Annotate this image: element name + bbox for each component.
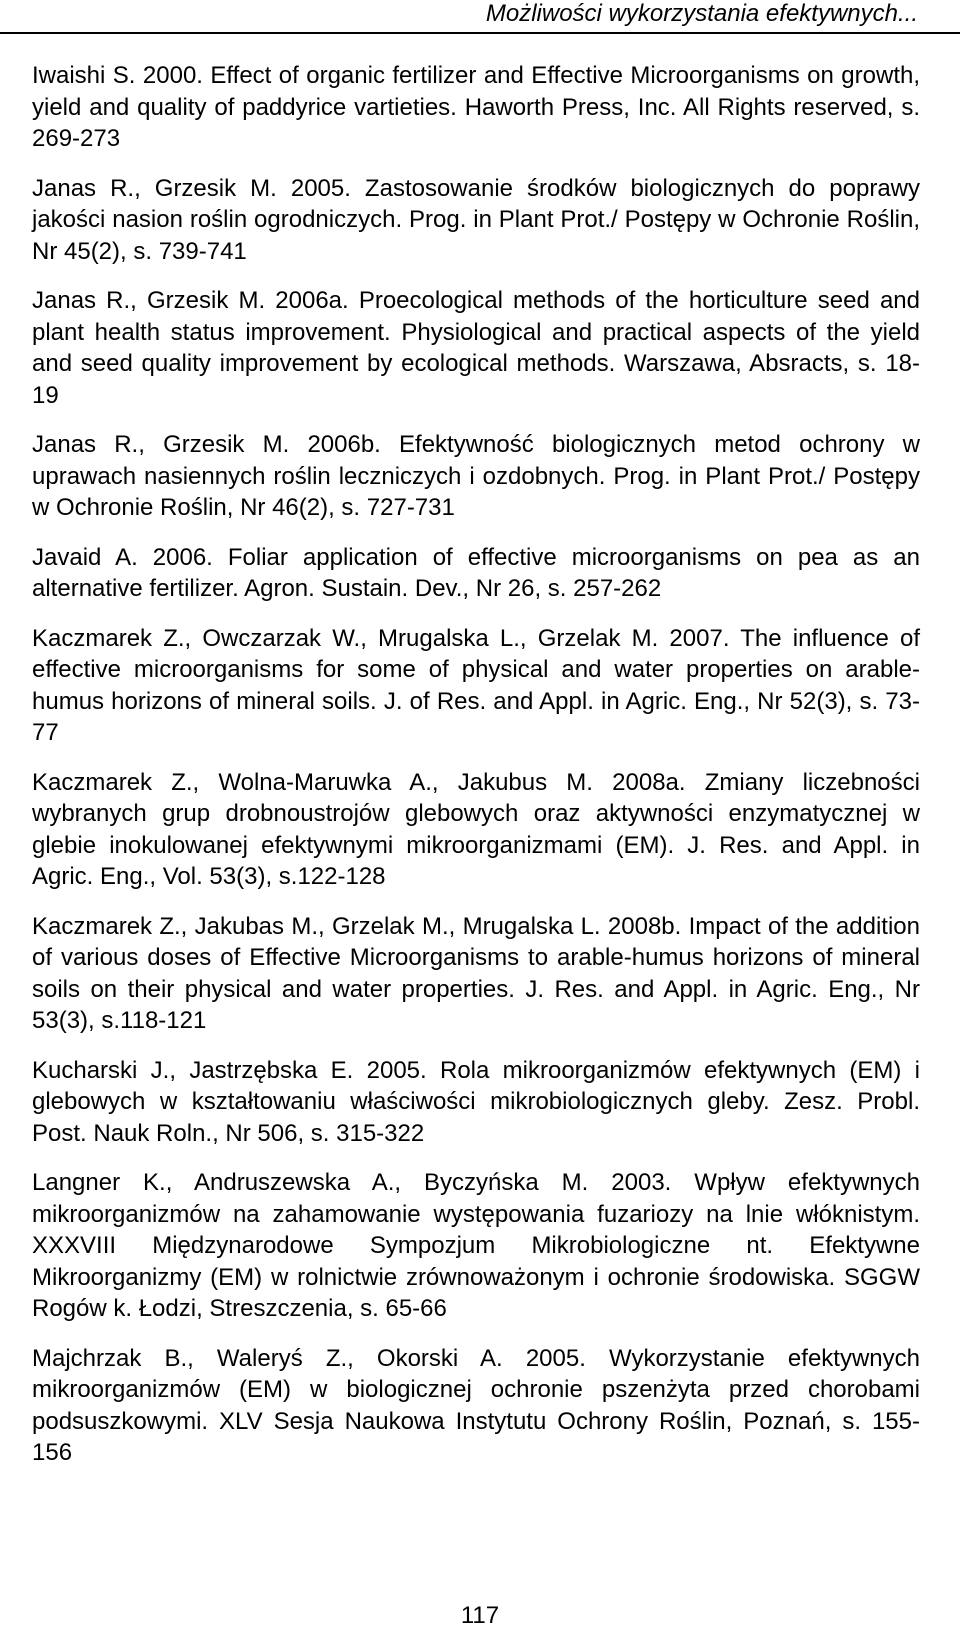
reference-item: Kaczmarek Z., Jakubas M., Grzelak M., Mrugalska L. 2008b. Impact of the addition of various doses of Effective Microorganisms to arable-humus horizons of mineral soils on their physical and water properties. J. Res. and Appl. in Agric. Eng., Nr 53(3), s.118-121 <box>32 912 920 1034</box>
reference-list <box>32 60 920 1483</box>
reference-item: Iwaishi S. 2000. Effect of organic fertilizer and Effective Microorganisms on growth, yield and quality of paddyrice vartieties. Haworth Press, Inc. All Rights reserved, s. 269-273 <box>32 62 920 152</box>
reference-item: Kaczmarek Z., Wolna-Maruwka A., Jakubus M. 2008a. Zmiany liczebności wybranych grup drobnoustrojów glebowych oraz aktywności enzymatycznej w glebie inokulowanej efektywnymi mikroorganizmami (EM). J. Res. and Appl. in Agric. Eng., Vol. 53(3), s.122-128 <box>32 768 920 890</box>
running-header: Możliwości wykorzystania efektywnych... <box>485 0 918 27</box>
page-number: 117 <box>460 1602 500 1629</box>
header-rule <box>0 32 960 34</box>
reference-item: Janas R., Grzesik M. 2006b. Efektywność biologicznych metod ochrony w uprawach nasiennych roślin leczniczych i ozdobnych. Prog. in Plant Prot./ Postępy w Ochronie Roślin, Nr 46(2), s. 727-731 <box>32 431 920 521</box>
reference-item: Janas R., Grzesik M. 2006a. Proecological methods of the horticulture seed and plant health status improvement. Physiological and practical aspects of the yield and seed quality improvement by ecological methods. Warszawa, Absracts, s. 18-19 <box>32 287 920 409</box>
reference-item: Langner K., Andruszewska A., Byczyńska M. 2003. Wpływ efektywnych mikroorganizmów na zahamowanie występowania fuzariozy na lnie włóknistym. XXXVIII Międzynarodowe Sympozjum Mikrobiologiczne nt. Efektywne Mikroorganizmy (EM) w rolnictwie zrównoważonym i ochronie środowiska. SGGW Rogów k. Łodzi, Streszczenia, s. 65-66 <box>32 1169 920 1322</box>
reference-item: Janas R., Grzesik M. 2005. Zastosowanie środków biologicznych do poprawy jakości nasion roślin ogrodniczych. Prog. in Plant Prot./ Postępy w Ochronie Roślin, Nr 45(2), s. 739-741 <box>32 174 920 265</box>
reference-item: Kaczmarek Z., Owczarzak W., Mrugalska L., Grzelak M. 2007. The influence of effective microorganisms for some of physical and water properties on arable-humus horizons of mineral soils. J. of Res. and Appl. in Agric. Eng., Nr 52(3), s. 73-77 <box>32 624 920 746</box>
reference-item: Javaid A. 2006. Foliar application of effective microorganisms on pea as an alternative fertilizer. Agron. Sustain. Dev., Nr 26, s. 257-262 <box>32 543 920 602</box>
reference-item: Majchrzak B., Waleryś Z., Okorski A. 2005. Wykorzystanie efektywnych mikroorganizmów (EM) w biologicznej ochronie pszenżyta przed chorobami podsuszkowymi. XLV Sesja Naukowa Instytutu Ochrony Roślin, Poznań, s. 155-156 <box>32 1344 920 1466</box>
reference-item: Kucharski J., Jastrzębska E. 2005. Rola mikroorganizmów efektywnych (EM) i glebowych w kształtowaniu właściwości mikrobiologicznych gleby. Zesz. Probl. Post. Nauk Roln., Nr 506, s. 315-322 <box>32 1056 920 1147</box>
